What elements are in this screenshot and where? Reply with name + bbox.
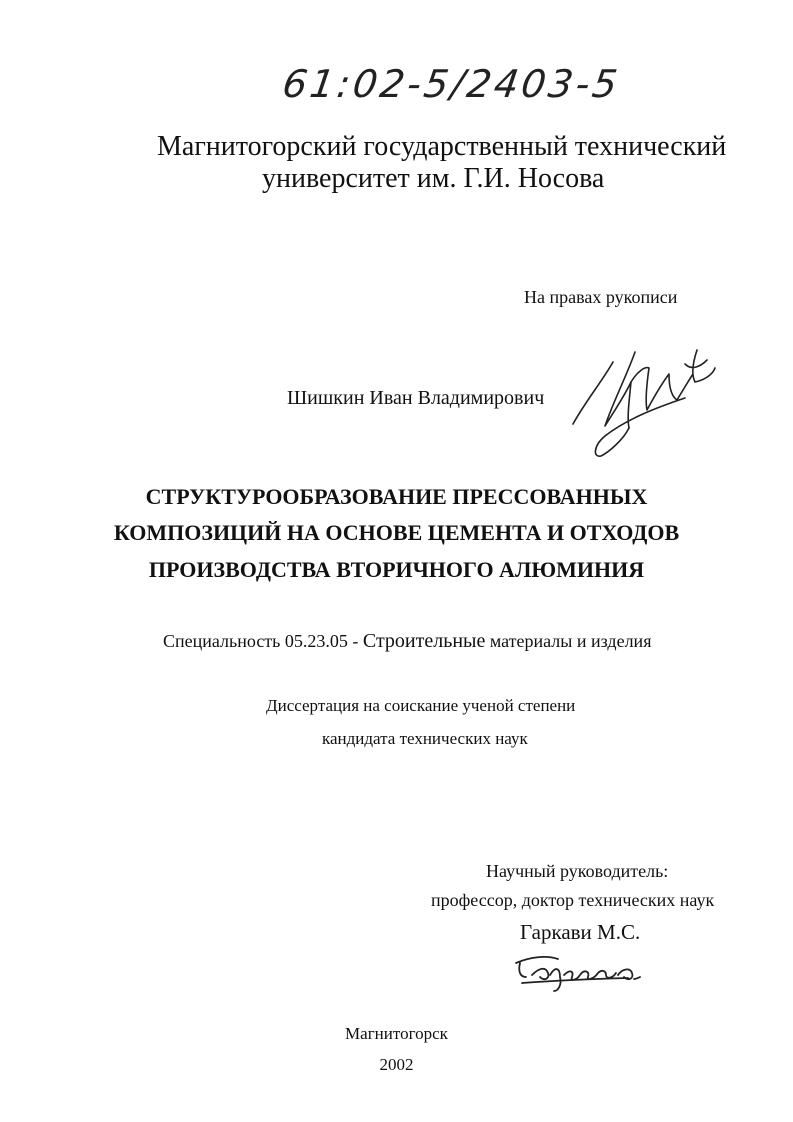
- city: Магнитогорск: [345, 1024, 448, 1043]
- supervisor-label: Научный руководитель:: [486, 861, 669, 881]
- specialty-emphasis: Строительные: [362, 630, 486, 652]
- catalog-number-handwritten: 61:02-5/2403-5: [279, 62, 623, 106]
- supervisor-signature: [510, 945, 650, 995]
- university-name-line2: университет им. Г.И. Носова: [262, 163, 605, 194]
- specialty-suffix: материалы и изделия: [485, 631, 652, 651]
- degree-line1: Диссертация на соискание ученой степени: [266, 696, 576, 715]
- specialty-prefix: Специальность 05.23.05 -: [163, 631, 363, 651]
- dissertation-title-line2: КОМПОЗИЦИЙ НА ОСНОВЕ ЦЕМЕНТА И ОТХОДОВ: [113, 520, 680, 545]
- specialty-line: [163, 630, 651, 653]
- author-signature: [565, 340, 730, 465]
- author-name: Шишкин Иван Владимирович: [287, 387, 545, 409]
- supervisor-name: Гаркави М.С.: [520, 920, 641, 944]
- degree-line2: кандидата технических наук: [322, 729, 528, 748]
- manuscript-rights-note: На правах рукописи: [524, 287, 678, 307]
- year: 2002: [379, 1055, 414, 1074]
- dissertation-title-line3: ПРОИЗВОДСТВА ВТОРИЧНОГО АЛЮМИНИЯ: [148, 557, 645, 582]
- university-name-line1: Магнитогорский государственный технический: [157, 131, 727, 162]
- supervisor-position: профессор, доктор технических наук: [431, 890, 715, 910]
- dissertation-title-line1: СТРУКТУРООБРАЗОВАНИЕ ПРЕССОВАННЫХ: [145, 484, 648, 509]
